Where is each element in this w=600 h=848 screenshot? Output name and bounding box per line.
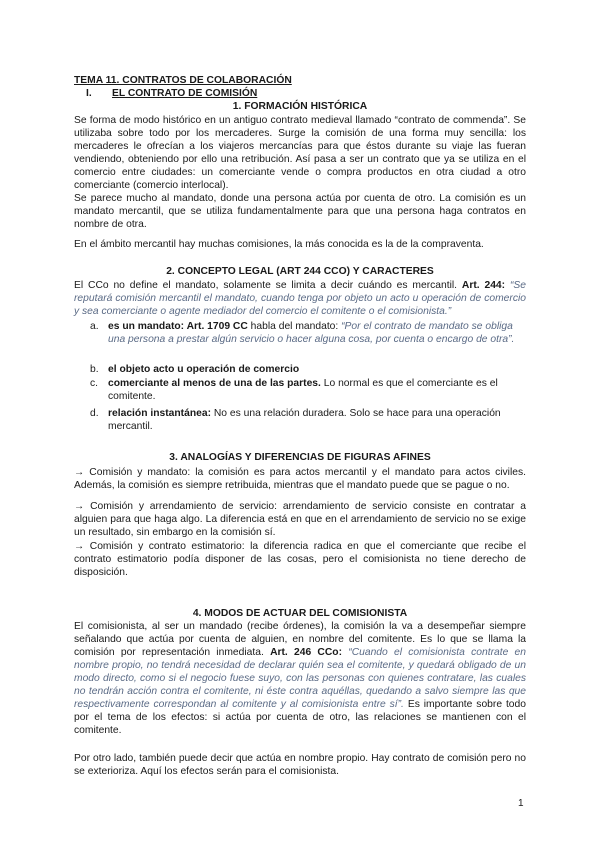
list-marker: c. xyxy=(90,378,99,389)
list-marker: d. xyxy=(90,408,99,419)
list-marker: b. xyxy=(90,364,99,375)
section-2-intro-text: El CCo no define el mandato, solamente se limita a decir cuándo es mercantil. xyxy=(74,280,458,291)
list-item-text xyxy=(108,363,526,376)
section-4-heading: 4. MODOS DE ACTUAR DEL COMISIONISTA xyxy=(192,608,408,619)
list-item-text xyxy=(108,320,526,346)
list-item-plain: habla del mandato: xyxy=(247,321,342,332)
document-title: TEMA 11. CONTRATOS DE COLABORACIÓN xyxy=(74,75,292,86)
section-1-paragraph-1: Se forma de modo histórico en un antiguo contrato medieval llamado “contrato de commenda”. Se utilizaba sobre todo por los mercaderes. Surge la comisión de una forma muy sencilla: los mercaderes le ofrecían a los viajeros mercancías para que éstos durante su viaje las fueran vendiendo, obteniendo por ello una retribución. Así pasa a ser un contrato que ya se utiliza en el comercio entre ciudades: un comerciante vende o compra productos en otra ciudad a otro comerciante (comercio interlocal). xyxy=(74,115,526,191)
art-1709-quote: “Por el contrato de mandato se obliga una persona a prestar algún servicio o hacer alguna cosa, por cuenta o encargo de otra”. xyxy=(108,321,515,345)
section-3-heading: 3. ANALOGÍAS Y DIFERENCIAS DE FIGURAS AFINES xyxy=(169,452,431,463)
section-1-paragraph-3: En el ámbito mercantil hay muchas comisiones, la más conocida es la de la compraventa. xyxy=(74,239,484,250)
art-244-quote: “Se reputará comisión mercantil el mandato, cuando tenga por objeto un acto u operación de comercio y sea comerciante o agente mediador del comercio el comitente o el comisionista.” xyxy=(74,280,526,317)
section-4-paragraph-1-text: El comisionista, al ser un mandado (recibe órdenes), la comisión la va a desempeñar siempre señalando que actúa por cuenta de alguien, en nombre del comitente. Es lo que se llama la comisión por representación inmediata. xyxy=(74,621,526,658)
section-3-paragraph-1: → Comisión y mandato: la comisión es para actos mercantil y el mandato para actos civiles. Además, la comisión es siempre retribuida, mientras que el mandato puede que se pague o no. xyxy=(74,467,526,491)
art-246-quote: “Cuando el comisionista contrate en nombre propio, no tendrá necesidad de declarar quién sea el comitente, y quedará obligado de un modo directo, como si el negocio fuese suyo, con las personas con quienes contratare, las cuales no tendrán acción contra el comitente, ni éste contra aquéllas, quedando a salvo siempre las que respectivamente correspondan al comitente y al comisionista entre sí”. xyxy=(74,647,526,710)
list-item-text xyxy=(108,377,526,403)
section-4-paragraph-2: Por otro lado, también puede decir que actúa en nombre propio. Hay contrato de comisión pero no se exterioriza. Aquí los efectos serán para el comisionista. xyxy=(74,753,526,777)
list-item-bold: es un mandato: Art. 1709 CC xyxy=(108,321,248,332)
list-item-bold: el objeto acto u operación de comercio xyxy=(108,364,300,375)
section-3-paragraph-2: → Comisión y arrendamiento de servicio: arrendamiento de servicio consiste en contratar a alguien para que haga algo. La diferencia está en que en el arrendamiento de servicio no se exige un resultado, sin embargo en la comisión sí. xyxy=(74,501,526,538)
section-2-intro xyxy=(74,279,526,318)
part-title: EL CONTRATO DE COMISIÓN xyxy=(112,88,258,99)
section-1-heading: 1. FORMACIÓN HISTÓRICA xyxy=(232,101,368,112)
page-number: 1 xyxy=(518,798,524,809)
section-1-paragraph-2: Se parece mucho al mandato, donde una persona actúa por cuenta de otro. La comisión es un mandato mercantil, que se utiliza fundamentalmente para que una persona haga contratos en nombre de otra. xyxy=(74,193,526,230)
section-4-paragraph-1 xyxy=(74,620,526,737)
part-number: I. xyxy=(86,88,92,99)
section-4-paragraph-1-end: Es importante sobre todo por el tema de los efectos: si actúa por cuenta de otro, las relaciones se mantienen con el comitente. xyxy=(74,699,526,736)
list-item-plain: No es una relación duradera. Solo se hace para una operación mercantil. xyxy=(108,408,501,432)
list-item-text xyxy=(108,407,526,433)
section-3-paragraph-3: → Comisión y contrato estimatorio: la diferencia radica en que el comerciante que recibe el contrato estimatorio podía disponer de las cosas, pero el comisionista no tiene derecho de disposición. xyxy=(74,541,526,578)
art-246-label: Art. 246 CCo: xyxy=(270,647,343,658)
list-marker: a. xyxy=(90,321,99,332)
list-item-plain: Lo normal es que el comerciante es el comitente. xyxy=(108,378,498,402)
section-2-heading: 2. CONCEPTO LEGAL (ART 244 CCO) Y CARACTERES xyxy=(166,266,434,277)
list-item-bold: relación instantánea: xyxy=(108,408,211,419)
list-item-bold: comerciante al menos de una de las partes. xyxy=(108,378,321,389)
art-244-label: Art. 244: xyxy=(461,280,506,291)
